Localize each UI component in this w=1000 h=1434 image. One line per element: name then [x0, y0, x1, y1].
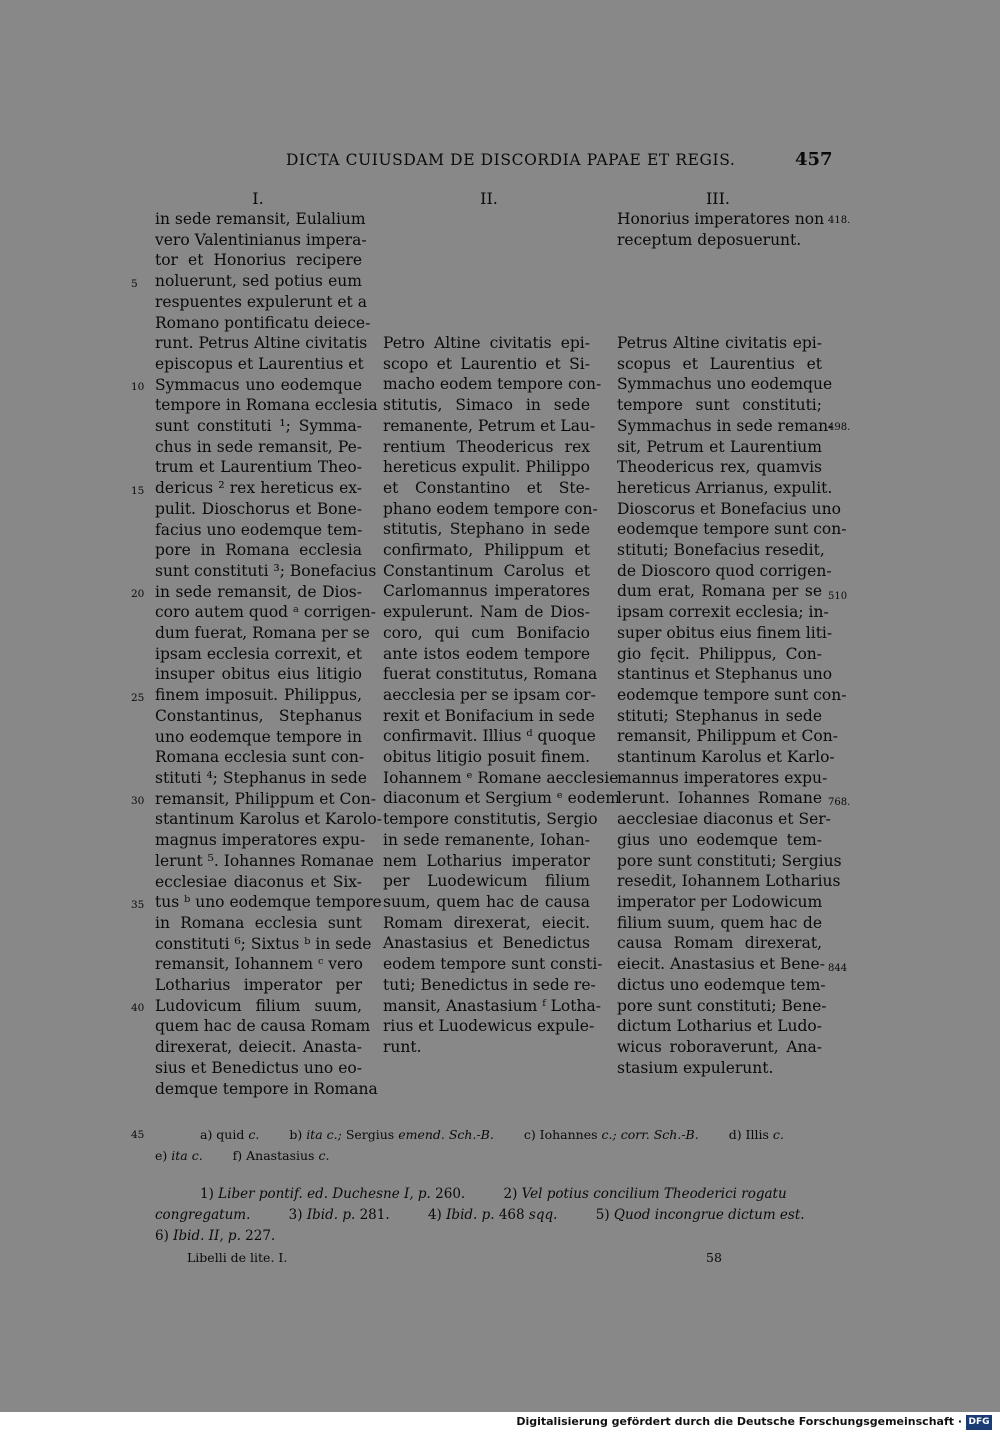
- margin-year: 768.: [828, 797, 851, 808]
- text-line: gio fęcit. Philippus, Con-: [617, 644, 822, 663]
- text-line: aecclesiae diaconus et Ser-: [617, 810, 831, 829]
- text-line: rius et Luodewicus expule-: [383, 1017, 595, 1036]
- column-heading-ii: II.: [480, 189, 498, 208]
- note-d-source: c.: [772, 1127, 784, 1142]
- line-number: 5: [131, 278, 138, 290]
- text-line: sunt constituti ¹; Symma-: [155, 417, 362, 436]
- text-line: receptum deposuerunt.: [617, 230, 802, 249]
- text-line: scopo et Laurentio et Si-: [383, 354, 590, 373]
- text-line: stantinus et Stephanus uno: [617, 665, 833, 684]
- text-line: sit, Petrum et Laurentium: [617, 437, 822, 456]
- column-heading-iii: III.: [705, 189, 731, 208]
- text-line: sunt constituti ³; Bonefacius: [155, 561, 377, 580]
- text-line: remansit, Philippum et Con-: [155, 789, 376, 808]
- text-line: expulerunt. Nam de Dios-: [383, 603, 590, 622]
- text-line: tempore in Romana ecclesia: [155, 396, 378, 415]
- text-line: trum et Laurentium Theo-: [155, 458, 362, 477]
- text-line: imperator per Lodowicum: [617, 892, 823, 911]
- text-line: quem hac de causa Romam: [155, 1017, 371, 1036]
- text-line: pore sunt constituti; Bene-: [617, 996, 827, 1015]
- text-line: diaconum et Sergium ᵉ eodem: [383, 789, 620, 808]
- footnote-5-number: 5): [595, 1207, 610, 1223]
- text-line: eodemque tempore sunt con-: [617, 685, 847, 704]
- note-a-source: c.: [248, 1127, 260, 1142]
- text-line: ipsam ecclesia correxit, et: [155, 644, 362, 663]
- text-line: insuper obitus eius litigio: [155, 665, 362, 684]
- text-line: mansit, Anastasium ᶠ Lotha-: [383, 996, 601, 1015]
- footnote-line-2: [155, 1207, 805, 1223]
- signature-mark: Libelli de lite. I.: [187, 1250, 288, 1265]
- text-line: tor et Honorius recipere: [155, 251, 362, 270]
- line-number: 40: [131, 1002, 145, 1014]
- text-line: Petrus Altine civitatis epi-: [617, 334, 822, 352]
- text-line: tus ᵇ uno eodemque tempore: [155, 893, 382, 912]
- footnote-2-number: 2): [503, 1186, 518, 1202]
- line-number: 45: [131, 1129, 145, 1141]
- footnote-6-number: 6): [155, 1228, 169, 1244]
- text-line: wicus roboraverunt, Ana-: [617, 1037, 822, 1056]
- text-line: ante istos eodem tempore: [383, 644, 590, 663]
- note-c: c) Iohannes: [523, 1127, 598, 1142]
- text-line: in Romana ecclesia sunt: [155, 913, 362, 932]
- text-line: coro autem quod ᵃ corrigen-: [155, 603, 377, 622]
- funding-notice: Digitalisierung gefördert durch die Deutsche Forschungsgemeinschaft ·: [516, 1415, 962, 1428]
- text-line: dum erat, Romana per se: [617, 582, 822, 601]
- dfg-logo: DFG: [966, 1415, 992, 1430]
- text-line: Symmacus uno eodemque: [155, 375, 362, 394]
- text-line: lerunt ⁵. Iohannes Romanae: [155, 851, 374, 870]
- running-header: [0, 151, 1000, 177]
- running-title: DICTA CUIUSDAM DE DISCORDIA PAPAE ET REGIS.: [286, 151, 736, 169]
- note-e: e): [155, 1148, 168, 1163]
- text-line: obitus litigio posuit finem.: [383, 748, 590, 767]
- margin-year: 844: [828, 963, 848, 974]
- footnote-1-page: 260.: [435, 1186, 466, 1202]
- text-line: remansit, Iohannem ᶜ vero: [155, 955, 363, 974]
- text-line: Honorius imperatores non: [617, 210, 825, 228]
- page-number: 457: [795, 149, 833, 170]
- text-line: ipsam correxit ecclesia; in-: [617, 603, 829, 622]
- digitization-footer: [0, 1412, 1000, 1434]
- column-heading-i: I.: [252, 189, 264, 208]
- text-line: Lotharius imperator per: [155, 976, 362, 995]
- text-line: eodem tempore sunt consti-: [383, 955, 603, 974]
- footnote-6-ref: Ibid. II, p.: [173, 1228, 241, 1244]
- column-ii-text: [383, 333, 620, 1058]
- column-i-text: [155, 209, 382, 1099]
- line-number: 30: [131, 795, 145, 807]
- margin-year: 498.: [828, 422, 851, 433]
- text-line: stantinum Karolus et Karolo-: [155, 810, 382, 829]
- text-line: tuti; Benedictus in sede re-: [383, 975, 596, 994]
- text-line: Theodericus rex, quamvis: [617, 458, 822, 477]
- note-b: b): [289, 1127, 303, 1142]
- text-line: aecclesia per se ipsam cor-: [383, 685, 596, 704]
- text-line: gius uno eodemque tem-: [617, 830, 822, 849]
- note-f-source: c.: [318, 1148, 330, 1163]
- text-line: fuerat constitutus, Romana: [383, 665, 598, 684]
- text-line: hereticus Arrianus, expulit.: [617, 478, 833, 497]
- margin-year: 510: [828, 591, 848, 602]
- text-line: noluerunt, sed potius eum: [155, 272, 362, 291]
- text-line: facius uno eodemque tem-: [155, 520, 363, 539]
- note-b-source: ita c.;: [306, 1127, 342, 1142]
- text-line: de Dioscoro quod corrigen-: [617, 561, 832, 580]
- text-line: sius et Benedictus uno eo-: [155, 1058, 362, 1077]
- text-line: et Constantino et Ste-: [383, 478, 590, 497]
- text-line: in sede remanente, Iohan-: [383, 830, 590, 849]
- text-line: stitutis, Stephano in sede: [383, 520, 590, 539]
- text-line: dum fuerat, Romana per se: [155, 624, 370, 643]
- text-line: resedit, Iohannem Lotharius: [617, 872, 841, 891]
- critical-apparatus-line-2: [155, 1148, 329, 1163]
- text-line: pore in Romana ecclesia: [155, 541, 362, 560]
- footnote-4-ref: Ibid. p.: [446, 1207, 495, 1223]
- text-line: Constantinum Carolus et: [383, 561, 590, 580]
- text-line: direxerat, deiecit. Anasta-: [155, 1038, 362, 1057]
- text-line: phano eodem tempore con-: [383, 499, 598, 518]
- text-line: dericus ² rex hereticus ex-: [155, 479, 362, 498]
- text-line: Dioscorus et Bonefacius uno: [617, 499, 841, 518]
- footnote-line-1: [200, 1186, 787, 1202]
- text-line: super obitus eius finem liti-: [617, 623, 833, 642]
- footnote-4-sqq: sqq.: [528, 1207, 558, 1223]
- text-line: Symmachus in sede reman-: [617, 416, 834, 435]
- text-line: eodemque tempore sunt con-: [617, 520, 847, 539]
- text-line: runt.: [383, 1037, 422, 1056]
- note-f: f) Anastasius: [232, 1148, 315, 1163]
- text-line: coro, qui cum Bonifacio: [383, 623, 590, 642]
- text-line: ecclesiae diaconus et Six-: [155, 872, 362, 891]
- line-number: 10: [131, 381, 145, 393]
- text-line: Constantinus, Stephanus: [155, 706, 362, 725]
- text-line: Romam direxerat, eiecit.: [383, 913, 590, 932]
- line-number: 20: [131, 588, 145, 600]
- margin-year: 418.: [828, 215, 851, 226]
- line-number: 25: [131, 692, 145, 704]
- text-line: causa Romam direxerat,: [617, 934, 822, 953]
- line-number: 15: [131, 485, 145, 497]
- text-line: Symmachus uno eodemque: [617, 375, 833, 394]
- footnote-3-page: 281.: [359, 1207, 390, 1223]
- text-line: pulit. Dioschorus et Bone-: [155, 499, 362, 518]
- footnote-4-page: 468: [498, 1207, 525, 1223]
- text-line: mannus imperatores expu-: [617, 768, 828, 787]
- note-a: a) quid: [200, 1127, 245, 1142]
- text-line: scopus et Laurentius et: [617, 354, 822, 373]
- text-line: confirmato, Philippum et: [383, 541, 590, 560]
- text-line: suum, quem hac de causa: [383, 892, 590, 911]
- text-line: vero Valentinianus impera-: [155, 230, 367, 249]
- text-line: tempore sunt constituti;: [617, 396, 822, 415]
- text-line: Romana ecclesia sunt con-: [155, 748, 365, 767]
- text-line: uno eodemque tempore in: [155, 727, 362, 746]
- text-line: Iohannem ᵉ Romane aecclesie: [383, 768, 619, 787]
- text-line: remanente, Petrum et Lau-: [383, 416, 596, 435]
- text-line: pore sunt constituti; Sergius: [617, 851, 842, 870]
- signature-number: 58: [706, 1250, 722, 1265]
- text-line: tempore constitutis, Sergio: [383, 810, 598, 829]
- text-line: Anastasius et Benedictus: [383, 934, 590, 953]
- text-line: dictus uno eodemque tem-: [617, 975, 826, 994]
- text-line: stituti; Stephanus in sede: [617, 706, 822, 725]
- text-line: in sede remansit, de Dios-: [155, 582, 362, 601]
- text-line: stituti ⁴; Stephanus in sede: [155, 768, 367, 787]
- text-line: filium suum, quem hac de: [617, 913, 822, 932]
- footnote-2-continued: congregatum.: [155, 1207, 251, 1223]
- footnote-6-page: 227.: [245, 1228, 276, 1244]
- note-e-source: ita c.: [171, 1148, 203, 1163]
- critical-apparatus-line-1: [200, 1127, 784, 1142]
- text-line: dictum Lotharius et Ludo-: [617, 1017, 822, 1036]
- text-line: lerunt. Iohannes Romane: [617, 789, 822, 808]
- text-line: finem imposuit. Philippus,: [155, 686, 362, 705]
- text-line: Ludovicum filium suum,: [155, 996, 362, 1015]
- note-b-emend: emend. Sch.-B.: [398, 1127, 494, 1142]
- text-line: rexit et Bonifacium in sede: [383, 706, 595, 725]
- text-line: demque tempore in Romana: [155, 1079, 378, 1098]
- text-line: stantinum Karolus et Karlo-: [617, 748, 835, 767]
- text-line: in sede remansit, Eulalium: [155, 210, 366, 228]
- footnote-4-number: 4): [427, 1207, 442, 1223]
- note-c-source: c.; corr. Sch.-B.: [601, 1127, 699, 1142]
- text-line: nem Lotharius imperator: [383, 851, 590, 870]
- column-iii-intro-text: [617, 209, 825, 250]
- text-line: runt. Petrus Altine civitatis: [155, 334, 368, 353]
- footnote-line-3: [155, 1228, 275, 1244]
- footnote-2-text: Vel potius concilium Theoderici rogatu: [521, 1186, 787, 1202]
- footnote-1-ref: Liber pontif. ed. Duchesne I, p.: [218, 1186, 431, 1202]
- footnote-3-ref: Ibid. p.: [306, 1207, 356, 1223]
- text-line: stitutis, Simaco in sede: [383, 396, 590, 415]
- text-line: per Luodewicum filium: [383, 872, 590, 891]
- note-b-text: Sergius: [345, 1127, 395, 1142]
- text-line: eiecit. Anastasius et Bene-: [617, 955, 825, 974]
- footnote-3-number: 3): [288, 1207, 303, 1223]
- text-line: hereticus expulit. Philippo: [383, 458, 590, 477]
- text-line: Carlomannus imperatores: [383, 582, 590, 601]
- text-line: macho eodem tempore con-: [383, 375, 602, 394]
- text-line: rentium Theodericus rex: [383, 437, 590, 456]
- footnote-5-text: Quod incongrue dictum est.: [613, 1207, 805, 1223]
- text-line: chus in sede remansit, Pe-: [155, 437, 362, 456]
- text-line: confirmavit. Illius ᵈ quoque: [383, 727, 596, 746]
- text-line: stituti; Bonefacius resedit,: [617, 541, 825, 560]
- text-line: remansit, Philippum et Con-: [617, 727, 838, 746]
- text-line: Romano pontificatu deiece-: [155, 313, 371, 332]
- text-line: magnus imperatores expu-: [155, 831, 366, 850]
- line-number: 35: [131, 899, 145, 911]
- footnote-1-number: 1): [200, 1186, 214, 1202]
- text-line: constituti ⁶; Sixtus ᵇ in sede: [155, 934, 372, 953]
- text-line: respuentes expulerunt et a: [155, 292, 367, 311]
- text-line: Petro Altine civitatis epi-: [383, 334, 590, 352]
- text-line: episcopus et Laurentius et: [155, 354, 364, 373]
- text-line: stasium expulerunt.: [617, 1058, 774, 1077]
- note-d: d) Illis: [728, 1127, 769, 1142]
